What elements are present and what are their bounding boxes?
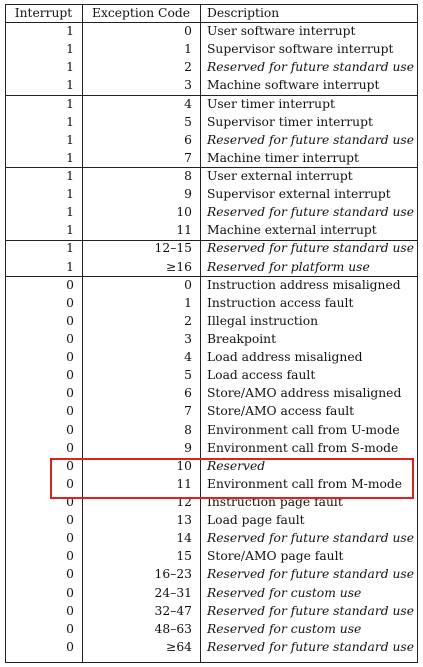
description-cell: User timer interrupt [207, 96, 335, 111]
interrupt-cell: 0 [66, 404, 74, 419]
interrupt-cell: 0 [66, 331, 74, 346]
description-cell: Illegal instruction [207, 313, 319, 328]
exception-code-cell: 11 [176, 223, 192, 238]
description-cell: Store/AMO access fault [207, 404, 355, 419]
table-row [5, 330, 418, 348]
table-row [5, 547, 418, 565]
group-separator [5, 276, 418, 277]
description-cell: Reserved for future standard use [207, 603, 415, 618]
description-cell: User external interrupt [207, 168, 353, 183]
exception-code-cell: 5 [184, 368, 192, 383]
exception-code-cell: 0 [184, 24, 192, 39]
table-row [5, 366, 418, 384]
exception-code-cell: 10 [176, 458, 192, 473]
group-separator [5, 95, 418, 96]
description-cell: Environment call from U-mode [207, 422, 400, 437]
table-row [5, 149, 418, 167]
description-cell: Reserved for custom use [207, 621, 362, 636]
exception-code-cell: 4 [184, 350, 192, 365]
interrupt-cell: 0 [66, 350, 74, 365]
exception-code-cell: 1 [184, 295, 192, 310]
table-row [5, 76, 418, 94]
group-separator [5, 167, 418, 168]
column-divider-2 [200, 4, 201, 663]
description-cell: Reserved for future standard use [207, 241, 415, 256]
description-cell: Instruction address misaligned [207, 277, 401, 292]
column-divider-1 [82, 4, 83, 663]
table-row-highlighted [5, 421, 418, 439]
exception-code-cell: 7 [184, 150, 192, 165]
description-cell: Supervisor software interrupt [207, 42, 394, 57]
exception-code-cell: 32–47 [154, 603, 192, 618]
description-cell: Reserved for future standard use [207, 639, 415, 654]
exception-code-cell: 4 [184, 96, 192, 111]
description-cell: Load access fault [207, 368, 316, 383]
interrupt-cell: 1 [66, 205, 74, 220]
interrupt-cell: 1 [66, 114, 74, 129]
table-row [5, 312, 418, 330]
exception-code-cell: 5 [184, 114, 192, 129]
description-cell: Supervisor external interrupt [207, 187, 391, 202]
description-cell: Store/AMO address misaligned [207, 386, 402, 401]
table-row [5, 95, 418, 113]
table-row [5, 602, 418, 620]
table-row [5, 221, 418, 239]
description-cell: Supervisor timer interrupt [207, 114, 373, 129]
interrupt-cell: 0 [66, 549, 74, 564]
exception-code-cell: 24–31 [154, 585, 192, 600]
description-cell: Reserved [207, 458, 266, 473]
interrupt-cell: 0 [66, 531, 74, 546]
description-cell: Store/AMO page fault [207, 549, 344, 564]
exception-code-cell: ≥16 [166, 259, 192, 274]
interrupt-cell: 0 [66, 494, 74, 509]
exception-code-cell: 3 [184, 331, 192, 346]
exception-code-cell: 12–15 [154, 241, 192, 256]
table-row [5, 58, 418, 76]
exception-code-cell: 13 [176, 513, 192, 528]
group-separator [5, 240, 418, 241]
interrupt-cell: 1 [66, 241, 74, 256]
interrupt-cell: 1 [66, 132, 74, 147]
table-row [5, 475, 418, 493]
table-row [5, 511, 418, 529]
exception-code-cell: ≥64 [166, 639, 192, 654]
exception-code-cell: 3 [184, 78, 192, 93]
table-header-row [5, 4, 418, 22]
table-row [5, 258, 418, 276]
description-cell: Reserved for future standard use [207, 60, 415, 75]
description-cell: Instruction access fault [207, 295, 354, 310]
description-cell: Load address misaligned [207, 350, 363, 365]
table-row [5, 348, 418, 366]
table-row [5, 185, 418, 203]
exception-code-cell: 10 [176, 205, 192, 220]
table-row [5, 565, 418, 583]
interrupt-cell: 1 [66, 96, 74, 111]
description-cell: Reserved for future standard use [207, 205, 415, 220]
interrupt-cell: 1 [66, 42, 74, 57]
description-cell: Reserved for future standard use [207, 531, 415, 546]
interrupt-cell: 1 [66, 150, 74, 165]
table-row [5, 402, 418, 420]
table-row [5, 167, 418, 185]
interrupt-cell: 1 [66, 78, 74, 93]
interrupt-cell: 0 [66, 621, 74, 636]
interrupt-cell: 0 [66, 386, 74, 401]
table-row [5, 239, 418, 257]
header-exception-code: Exception Code [91, 6, 190, 20]
description-cell: Reserved for platform use [207, 259, 370, 274]
interrupt-cell: 0 [66, 476, 74, 491]
interrupt-cell: 1 [66, 24, 74, 39]
table-row [5, 457, 418, 475]
interrupt-cell: 0 [66, 513, 74, 528]
exception-code-cell: 7 [184, 404, 192, 419]
description-cell: Load page fault [207, 513, 305, 528]
exception-code-cell: 8 [184, 168, 192, 183]
description-cell: Environment call from M-mode [207, 476, 403, 491]
table-row [5, 529, 418, 547]
exception-code-cell: 12 [176, 494, 192, 509]
exception-code-cell: 0 [184, 277, 192, 292]
interrupt-cell: 0 [66, 313, 74, 328]
table-row-highlighted [5, 439, 418, 457]
interrupt-cell: 1 [66, 223, 74, 238]
description-cell: User software interrupt [207, 24, 356, 39]
exception-code-cell: 48–63 [154, 621, 192, 636]
table-row [5, 638, 418, 656]
group-separator [5, 22, 418, 23]
interrupt-cell: 1 [66, 259, 74, 274]
description-cell: Machine timer interrupt [207, 150, 359, 165]
table-row [5, 131, 418, 149]
exception-code-cell: 15 [176, 549, 192, 564]
exception-code-cell: 14 [176, 531, 192, 546]
exception-code-cell: 9 [184, 440, 192, 455]
table-row [5, 113, 418, 131]
interrupt-cell: 0 [66, 295, 74, 310]
exception-code-cell: 11 [176, 476, 192, 491]
description-cell: Reserved for future standard use [207, 132, 415, 147]
description-cell: Reserved for custom use [207, 585, 362, 600]
interrupt-cell: 1 [66, 60, 74, 75]
interrupt-cell: 0 [66, 368, 74, 383]
interrupt-cell: 0 [66, 567, 74, 582]
exception-code-cell: 6 [184, 132, 192, 147]
exception-code-cell: 8 [184, 422, 192, 437]
exception-code-cell: 1 [184, 42, 192, 57]
exception-code-cell: 2 [184, 313, 192, 328]
table-row [5, 22, 418, 40]
exception-code-cell: 16–23 [154, 567, 192, 582]
description-cell: Machine software interrupt [207, 78, 380, 93]
interrupt-cell: 0 [66, 422, 74, 437]
table-body [5, 22, 418, 656]
exception-code-table [5, 4, 418, 656]
table-row [5, 294, 418, 312]
description-cell: Instruction page fault [207, 494, 343, 509]
interrupt-cell: 0 [66, 277, 74, 292]
table-row [5, 620, 418, 638]
interrupt-cell: 0 [66, 603, 74, 618]
interrupt-cell: 0 [66, 585, 74, 600]
interrupt-cell: 0 [66, 458, 74, 473]
description-cell: Machine external interrupt [207, 223, 377, 238]
table-row [5, 40, 418, 58]
table-row [5, 276, 418, 294]
interrupt-cell: 0 [66, 639, 74, 654]
description-cell: Environment call from S-mode [207, 440, 399, 455]
table-row [5, 203, 418, 221]
description-cell: Reserved for future standard use [207, 567, 415, 582]
table-row [5, 384, 418, 402]
table-row [5, 493, 418, 511]
interrupt-cell: 1 [66, 187, 74, 202]
interrupt-cell: 1 [66, 168, 74, 183]
table-row [5, 584, 418, 602]
interrupt-cell: 0 [66, 440, 74, 455]
exception-code-cell: 9 [184, 187, 192, 202]
description-cell: Breakpoint [207, 331, 277, 346]
header-description: Description [207, 6, 280, 20]
header-interrupt: Interrupt [14, 6, 73, 20]
exception-code-cell: 2 [184, 60, 192, 75]
exception-code-cell: 6 [184, 386, 192, 401]
